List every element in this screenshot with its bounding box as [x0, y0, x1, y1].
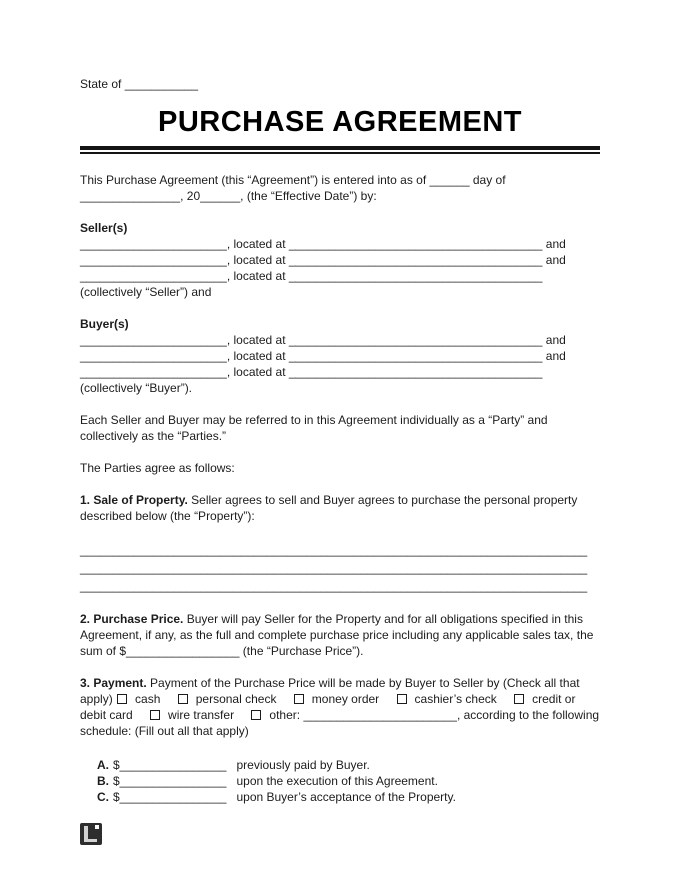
sale-of-property-text: Seller agrees to sell and Buyer agrees to purchase the personal property described below (the “Property”):	[80, 493, 578, 523]
payment-paragraph	[80, 675, 600, 739]
payment-method-wire-transfer	[149, 708, 234, 722]
purchase-price-label: 2. Purchase Price.	[80, 612, 184, 626]
payment-after-text: , according to the following schedule: (Fill out all that apply)	[80, 708, 600, 738]
payment-text: Payment of the Purchase Price will be made by Buyer to Seller by (Check all that apply)	[80, 676, 580, 706]
schedule-text: upon the execution of this Agreement.	[236, 774, 438, 788]
title-divider	[80, 146, 600, 154]
schedule-amount-blank: $________________	[113, 758, 227, 772]
checkbox-personal-check[interactable]	[178, 694, 188, 704]
buyer-footer: (collectively “Buyer”).	[80, 381, 193, 395]
payment-schedule	[97, 757, 600, 805]
checkbox-money-order[interactable]	[294, 694, 304, 704]
logo-letter-l	[84, 826, 97, 842]
blank-line-1: ____________________________________________________________________________	[80, 543, 588, 557]
seller-section	[80, 220, 600, 300]
buyer-line-1: ______________________, located at ______________________________________ and	[80, 333, 566, 347]
blank-line-2: ____________________________________________________________________________	[80, 561, 588, 575]
checkbox-other[interactable]	[251, 710, 261, 720]
payment-method-other-label: other: _______________________	[269, 708, 457, 722]
agreement-lead: The Parties agree as follows:	[80, 461, 235, 475]
schedule-amount-blank: $________________	[113, 774, 227, 788]
intro-paragraph: This Purchase Agreement (this “Agreement”) is entered into as of ______ day of _______________, 20______, (the “Effective Date”) by:	[80, 173, 506, 203]
schedule-letter: A.	[97, 758, 109, 772]
sale-of-property-label: 1. Sale of Property.	[80, 493, 188, 507]
checkbox-credit-or-debit-card[interactable]	[514, 694, 524, 704]
buyer-line-3: ______________________, located at ______________________________________	[80, 365, 543, 379]
purchase-price-text: Buyer will pay Seller for the Property and for all obligations specified in this Agreement, if any, as the full and complete purchase price including any applicable sales tax, the sum of $_________________ (the “Purchase Price”).	[80, 612, 594, 658]
buyer-heading: Buyer(s)	[80, 317, 129, 331]
seller-line-3: ______________________, located at ______________________________________	[80, 269, 543, 283]
checkbox-cashiers-check[interactable]	[397, 694, 407, 704]
payment-method-cashiers-check	[396, 692, 497, 706]
legaltemplates-logo-icon	[80, 823, 102, 845]
schedule-amount-blank: $________________	[113, 790, 227, 804]
payment-method-label: credit or debit card	[80, 692, 576, 722]
payment-method-label: wire transfer	[168, 708, 235, 722]
schedule-item-b	[97, 773, 600, 789]
checkbox-cash[interactable]	[117, 694, 127, 704]
page-title: PURCHASE AGREEMENT	[157, 106, 522, 138]
parties-note: Each Seller and Buyer may be referred to in this Agreement individually as a “Party” and collectively as the “Parties.”	[80, 413, 548, 443]
checkbox-wire-transfer[interactable]	[150, 710, 160, 720]
payment-method-label: money order	[311, 692, 380, 706]
buyer-section	[80, 316, 600, 396]
schedule-item-a	[97, 757, 600, 773]
property-description-blanks	[80, 541, 600, 595]
schedule-letter: C.	[97, 790, 109, 804]
blank-line-3: ____________________________________________________________________________	[80, 579, 588, 593]
schedule-text: previously paid by Buyer.	[236, 758, 370, 772]
seller-line-2: ______________________, located at ______________________________________ and	[80, 253, 566, 267]
schedule-letter: B.	[97, 774, 109, 788]
seller-line-1: ______________________, located at ______________________________________ and	[80, 237, 566, 251]
payment-method-label: personal check	[195, 692, 277, 706]
seller-footer: (collectively “Seller”) and	[80, 285, 212, 299]
purchase-price-paragraph	[80, 611, 600, 659]
payment-label: 3. Payment.	[80, 676, 147, 690]
payment-method-personal-check	[177, 692, 277, 706]
buyer-line-2: ______________________, located at ______________________________________ and	[80, 349, 566, 363]
schedule-item-c	[97, 789, 600, 805]
payment-method-other	[250, 708, 457, 722]
state-of-line: State of ___________	[80, 77, 199, 91]
payment-method-cash	[116, 692, 160, 706]
schedule-text: upon Buyer’s acceptance of the Property.	[236, 790, 456, 804]
seller-heading: Seller(s)	[80, 221, 128, 235]
payment-method-label: cashier’s check	[414, 692, 497, 706]
sale-of-property-paragraph	[80, 492, 600, 524]
payment-method-money-order	[293, 692, 379, 706]
payment-method-label: cash	[135, 692, 161, 706]
